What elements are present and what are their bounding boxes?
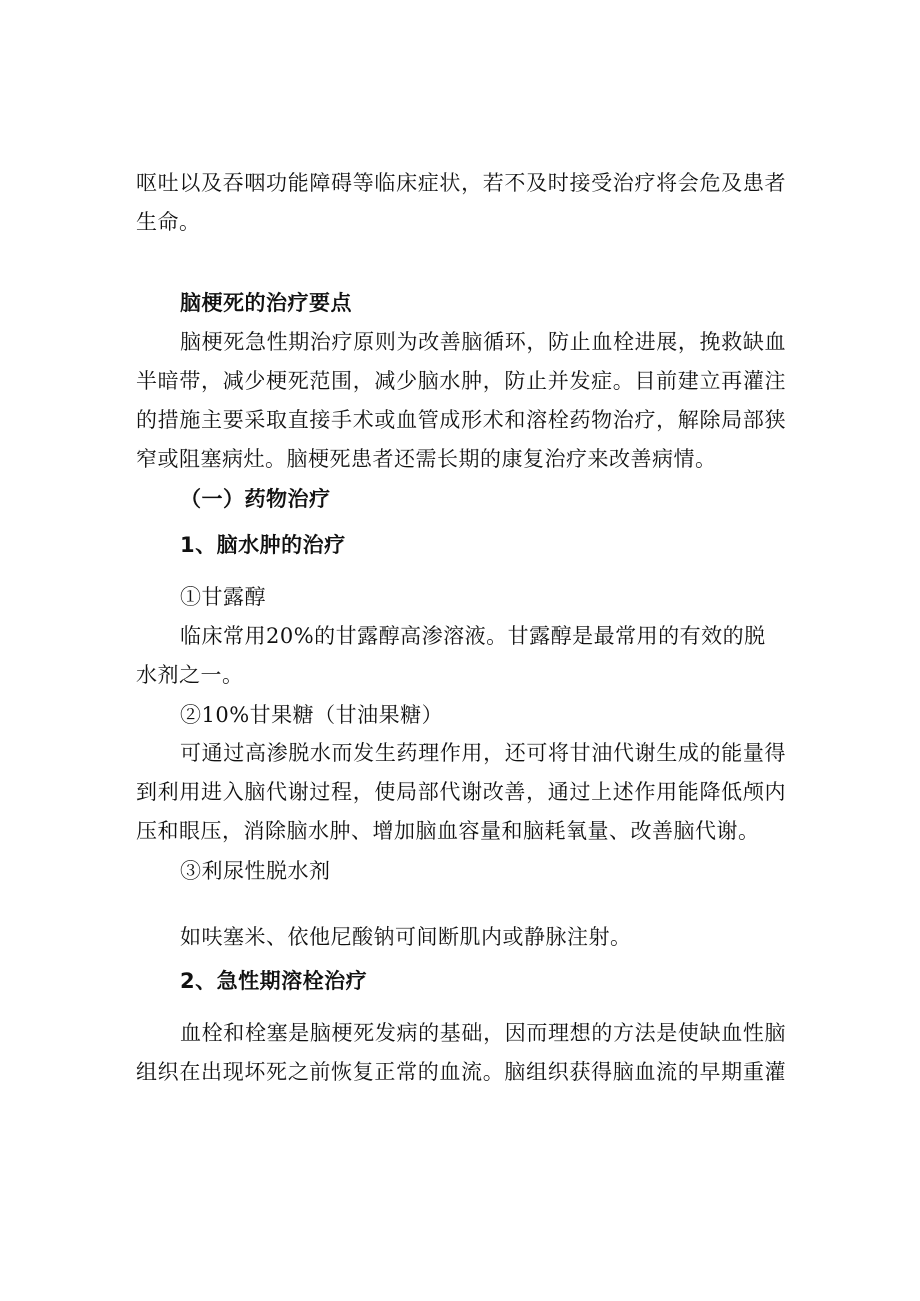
body-text-line: 呕吐以及吞咽功能障碍等临床症状，若不及时接受治疗将会危及患者: [136, 171, 786, 195]
body-text-line: 组织在出现坏死之前恢复正常的血流。脑组织获得脑血流的早期重灌: [136, 1060, 786, 1084]
body-text-line: 到利用进入脑代谢过程，使局部代谢改善，通过上述作用能降低颅内: [136, 780, 786, 804]
body-text-line: 如呋塞米、依他尼酸钠可间断肌内或静脉注射。: [180, 925, 632, 949]
body-text-line: 半暗带，减少梗死范围，减少脑水肿，防止并发症。目前建立再灌注: [136, 369, 786, 393]
body-text-line: 的措施主要采取直接手术或血管成形术和溶栓药物治疗，解除局部狭: [136, 408, 786, 432]
body-text-line: 可通过高渗脱水而发生药理作用，还可将甘油代谢生成的能量得: [180, 741, 786, 765]
item-title: ①甘露醇: [180, 585, 266, 609]
body-text-line: 压和眼压，消除脑水肿、增加脑血容量和脑耗氧量、改善脑代谢。: [136, 819, 760, 843]
body-text-line: 水剂之一。: [136, 663, 244, 687]
item-title: ②10%甘果糖（甘油果糖）: [180, 703, 444, 727]
item-title: ③利尿性脱水剂: [180, 859, 331, 883]
subsection-heading: （一）药物治疗: [180, 487, 331, 511]
section-heading: 脑梗死的治疗要点: [180, 291, 352, 315]
subsection-heading: 2、急性期溶栓治疗: [180, 969, 368, 993]
body-text-line: 临床常用20%的甘露醇高渗溶液。甘露醇是最常用的有效的脱: [180, 624, 766, 648]
body-text-line: 生命。: [136, 210, 201, 234]
subsection-heading: 1、脑水肿的治疗: [180, 533, 346, 557]
body-text-line: 血栓和栓塞是脑梗死发病的基础，因而理想的方法是使缺血性脑: [180, 1021, 786, 1045]
body-text-line: 窄或阻塞病灶。脑梗死患者还需长期的康复治疗来改善病情。: [136, 447, 717, 471]
body-text-line: 脑梗死急性期治疗原则为改善脑循环，防止血栓进展，挽救缺血: [180, 330, 786, 354]
